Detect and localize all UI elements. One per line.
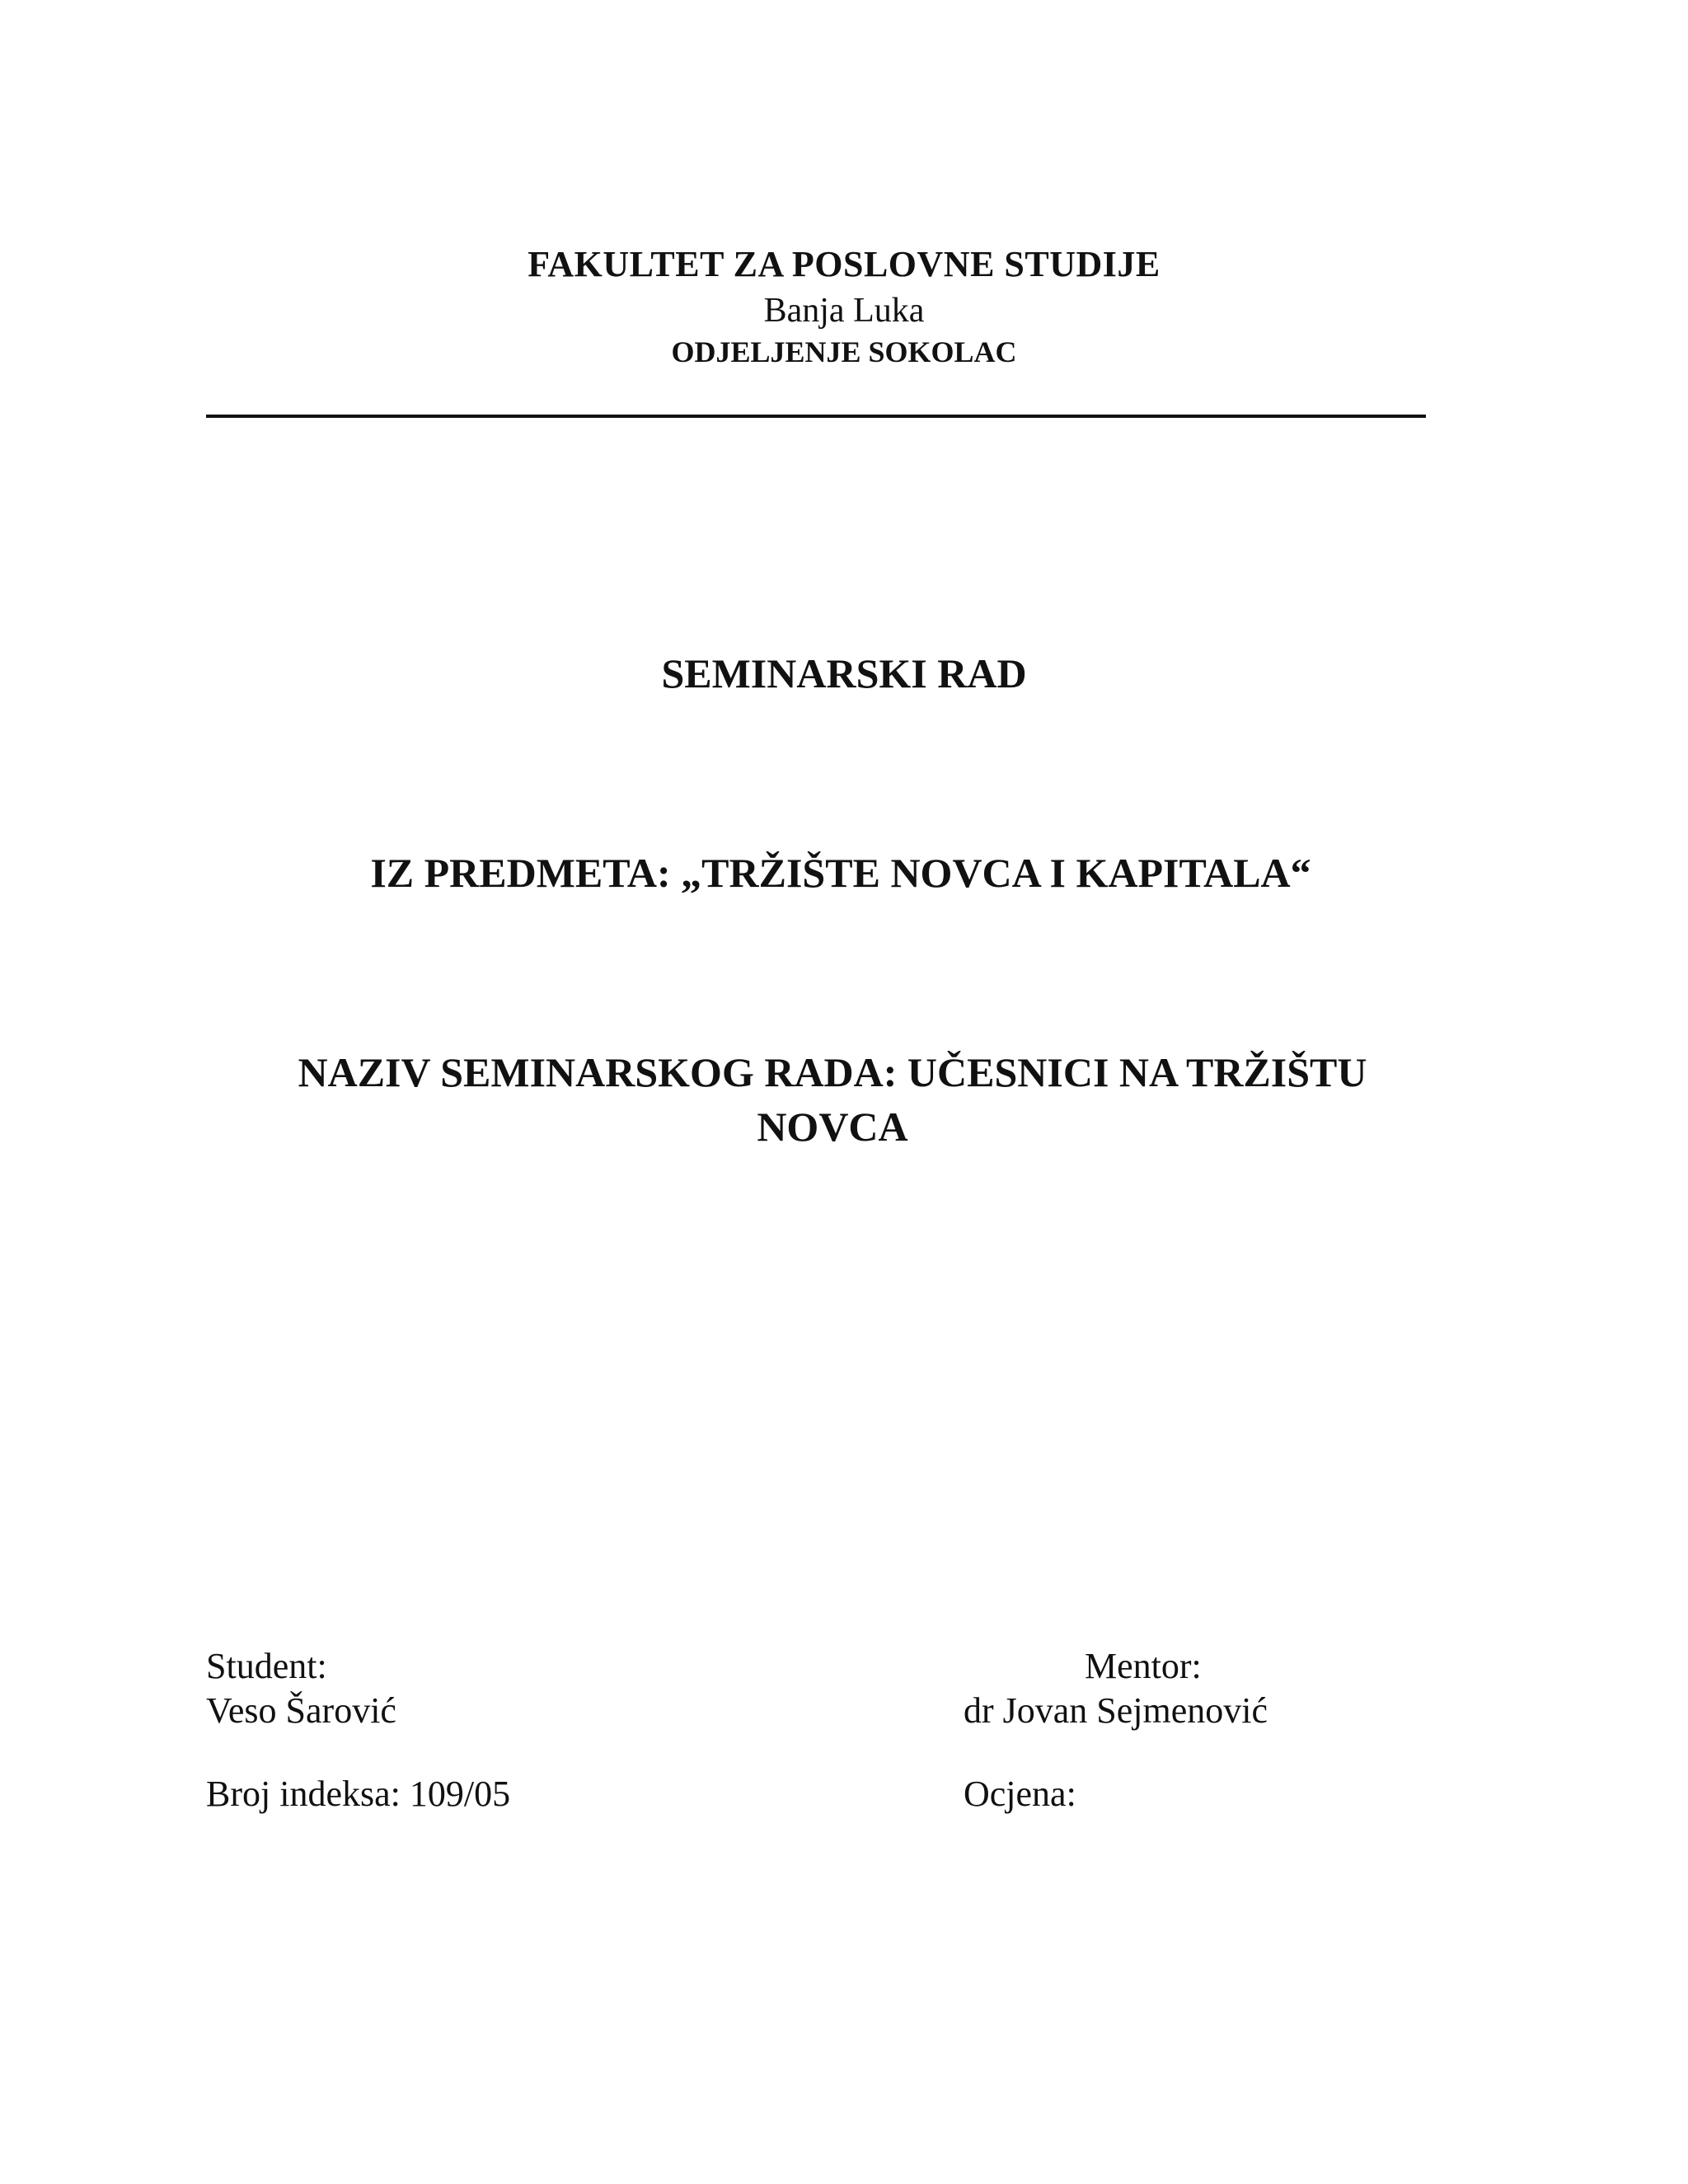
seminar-title: [206, 1045, 1459, 1154]
subject-heading: IZ PREDMETA: „TRŽIŠTE NOVCA I KAPITALA“: [370, 850, 1311, 896]
seminar-title-line-1: NAZIV SEMINARSKOG RADA: UČESNICI NA TRŽIŠTU: [298, 1049, 1367, 1095]
index-number: Broj indeksa: 109/05: [206, 1774, 511, 1814]
header-divider: [206, 415, 1426, 418]
department-name: ODJELJENJE SOKOLAC: [671, 335, 1017, 368]
seminar-title-line-2: NOVCA: [757, 1104, 908, 1150]
document-type-heading: SEMINARSKI RAD: [661, 650, 1027, 696]
faculty-name: FAKULTET ZA POSLOVNE STUDIJE: [528, 244, 1160, 284]
mentor-label: Mentor:: [1085, 1646, 1202, 1686]
student-label: Student:: [206, 1646, 327, 1686]
student-name: Veso Šarović: [206, 1690, 396, 1731]
faculty-city: Banja Luka: [763, 292, 925, 330]
mentor-name: dr Jovan Sejmenović: [964, 1690, 1268, 1731]
grade-label: Ocjena:: [964, 1774, 1076, 1814]
